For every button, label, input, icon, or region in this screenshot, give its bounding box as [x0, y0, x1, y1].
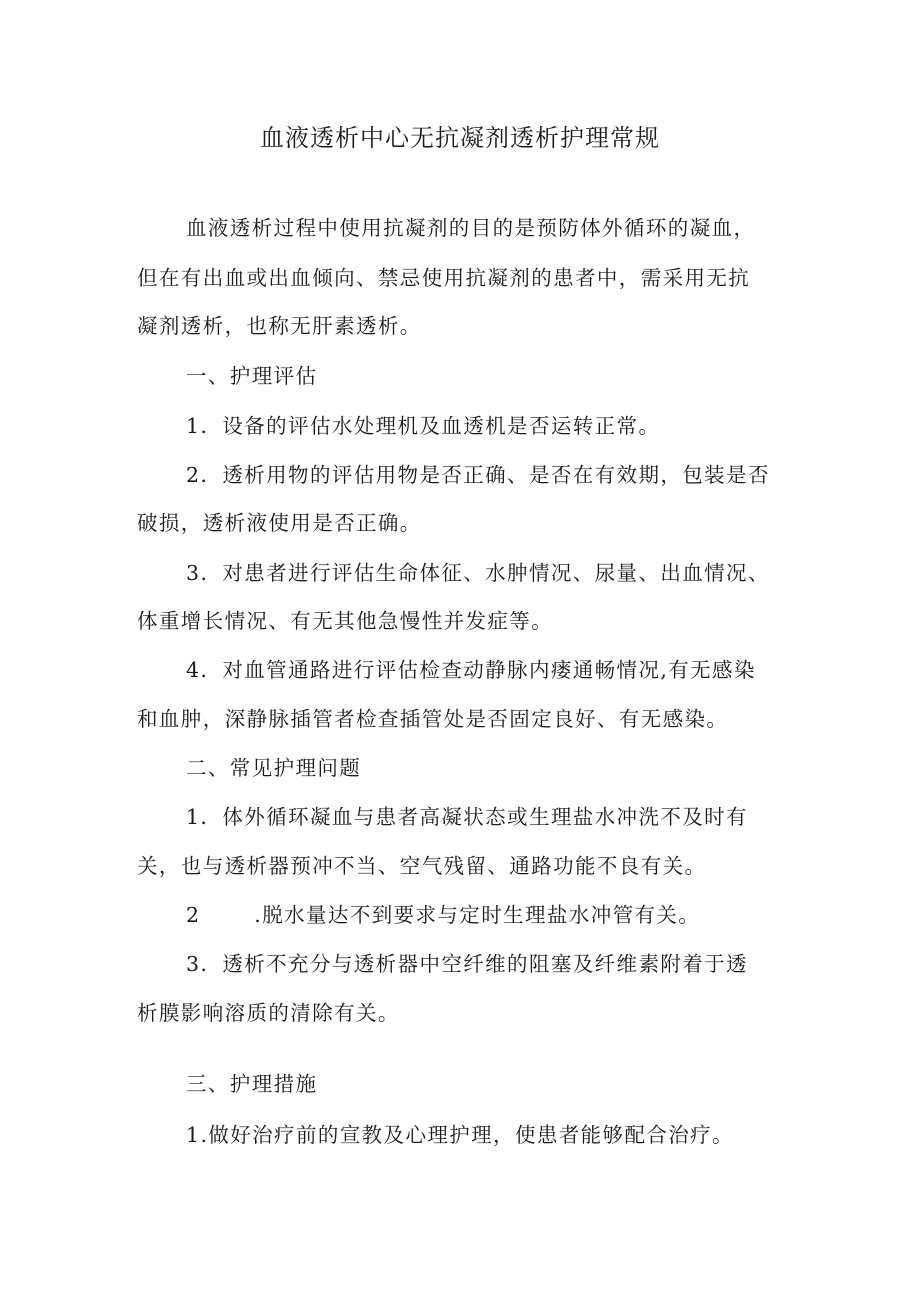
assessment-item-4-line-1: 4．对血管通路进行评估检查动静脉内瘘通畅情况,有无感染 — [186, 658, 756, 682]
problem-item-3-line-2: 析膜影响溶质的清除有关。 — [137, 1001, 400, 1025]
problem-item-1-line-2: 关，也与透析器预冲不当、空气残留、通路功能不良有关。 — [137, 854, 707, 878]
intro-line-2: 但在有出血或出血倾向、禁忌使用抗凝剂的患者中，需采用无抗 — [137, 266, 751, 290]
assessment-item-4-line-2: 和血肿，深静脉插管者检查插管处是否固定良好、有无感染。 — [137, 707, 729, 731]
section-heading-measures: 三、护理措施 — [186, 1072, 318, 1096]
assessment-item-2-line-2: 破损，透析液使用是否正确。 — [137, 511, 422, 535]
measure-item-1: 1.做好治疗前的宣教及心理护理，使患者能够配合治疗。 — [186, 1123, 734, 1147]
assessment-item-3-line-1: 3．对患者进行评估生命体征、水肿情况、尿量、出血情况、 — [186, 561, 770, 585]
problem-item-2-text: .脱水量达不到要求与定时生理盐水冲管有关。 — [254, 903, 701, 927]
problem-item-1-line-1: 1．体外循环凝血与患者高凝状态或生理盐水冲洗不及时有 — [186, 805, 748, 829]
section-heading-assessment: 一、护理评估 — [186, 364, 318, 388]
assessment-item-2-line-1: 2．透析用物的评估用物是否正确、是否在有效期，包装是否 — [186, 463, 770, 487]
intro-line-1: 血液透析过程中使用抗凝剂的目的是预防体外循环的凝血， — [186, 216, 756, 240]
assessment-item-3-line-2: 体重增长情况、有无其他急慢性并发症等。 — [137, 609, 554, 633]
problem-item-3-line-1: 3．透析不充分与透析器中空纤维的阻塞及纤维素附着于透 — [186, 952, 748, 976]
problem-item-2-number: 2 — [186, 903, 201, 927]
assessment-item-1: 1．设备的评估水处理机及血透机是否运转正常。 — [186, 414, 661, 438]
intro-line-3: 凝剂透析，也称无肝素透析。 — [137, 314, 422, 338]
problem-item-2 — [186, 899, 700, 931]
section-heading-problems: 二、常见护理问题 — [186, 756, 362, 780]
document-title: 血液透析中心无抗凝剂透析护理常规 — [260, 124, 660, 152]
